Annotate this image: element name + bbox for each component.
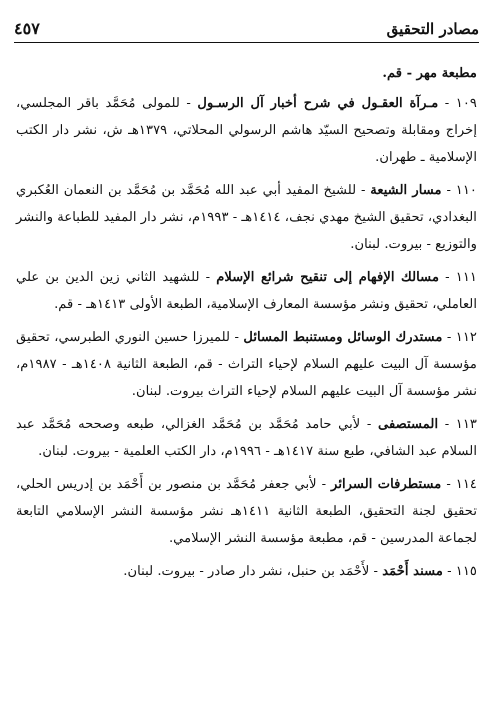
bibliography-entry xyxy=(16,177,477,258)
entry-title: المستصفى xyxy=(377,417,439,432)
entry-title: مسار الشيعة xyxy=(370,183,442,198)
entry-title: مسالك الإفهام إلى تنقيح شرائع الإسلام xyxy=(216,270,440,285)
continuation-line: مطبعة مهر - قم. xyxy=(382,66,477,81)
running-header xyxy=(14,14,479,38)
entry-title: مستدرك الوسائل ومستنبط المسائل xyxy=(243,330,443,345)
bibliography-entry xyxy=(16,324,477,405)
bibliography-entry xyxy=(16,264,477,318)
entry-title: مـرآة العقـول في شرح أخبار آل الرسـول xyxy=(197,96,439,111)
entry-text: - لأَحْمَد بن حنبل، نشر دار صادر - بيروت. لبنان. xyxy=(123,564,383,579)
entry-text: - للميرزا حسين النوري الطبرسي، تحقيق مؤسسة آل البيت عليهم السلام لإحياء التراث - قم، الطبعة الثانية ١٤٠٨هـ - ١٩٨٧م، نشر مؤسسة آل البيت عليهم السلام لإحياء التراث بيروت. لبنان. xyxy=(16,330,477,399)
bibliography-entry xyxy=(16,471,477,552)
bibliography-entry xyxy=(16,90,477,171)
entry-number: ١١٤ - xyxy=(441,477,477,492)
bibliography-list xyxy=(16,60,477,591)
entry-text: - للشهيد الثاني زين الدين بن علي العاملي، تحقيق ونشر مؤسسة المعارف الإسلامية، الطبعة الأولى ١٤١٣هـ - قم. xyxy=(16,270,477,312)
entry-text: - لأبي جعفر مُحَمَّد بن منصور بن أَحْمَد بن إدريس الحلي، تحقيق لجنة التحقيق، الطبعة الثانية ١٤١١هـ نشر مؤسسة النشر الإسلامي التابعة لجماعة المدرسين - قم، مطبعة مؤسسة النشر الإسلامي. xyxy=(16,477,477,546)
entry-title: مستطرفات السرائر xyxy=(331,477,442,492)
header-rule xyxy=(14,42,479,43)
entry-text: - للمولى مُحَمَّد باقر المجلسي، إخراج ومقابلة وتصحيح السيّد هاشم الرسولي المحلاتي، ١٣٧٩هـ ش، نشر دار الكتب الإسلامية ـ طهران. xyxy=(16,96,477,165)
entry-number: ١٠٩ - xyxy=(438,96,478,111)
running-title: مصادر التحقيق xyxy=(386,20,479,38)
entry-title: مسند أَحْمَد xyxy=(382,564,443,579)
entry-number: ١١١ - xyxy=(439,270,477,285)
bibliography-entry xyxy=(16,558,477,585)
entry-number: ١١٥ - xyxy=(442,564,477,579)
entry-number: ١١٢ - xyxy=(442,330,477,345)
page-number: ٤٥٧ xyxy=(14,19,40,38)
entry-number: ١١٠ - xyxy=(441,183,477,198)
bibliography-entry xyxy=(16,411,477,465)
entry-number: ١١٣ - xyxy=(438,417,477,432)
entry-text: - للشيخ المفيد أبي عبد الله مُحَمَّد بن مُحَمَّد بن النعمان العُكبري البغدادي، تحقيق الشيخ مهدي نجف، ١٤١٤هـ - ١٩٩٣م، نشر دار المفيد للطباعة والنشر والتوزيع - بيروت. لبنان. xyxy=(16,183,477,252)
entry-text: - لأبي حامد مُحَمَّد بن مُحَمَّد الغزالي، طبعه وصححه مُحَمَّد عبد السلام عبد الشافي، طبع سنة ١٤١٧هـ - ١٩٩٦م، دار الكتب العلمية - بيروت. لبنان. xyxy=(16,417,477,459)
